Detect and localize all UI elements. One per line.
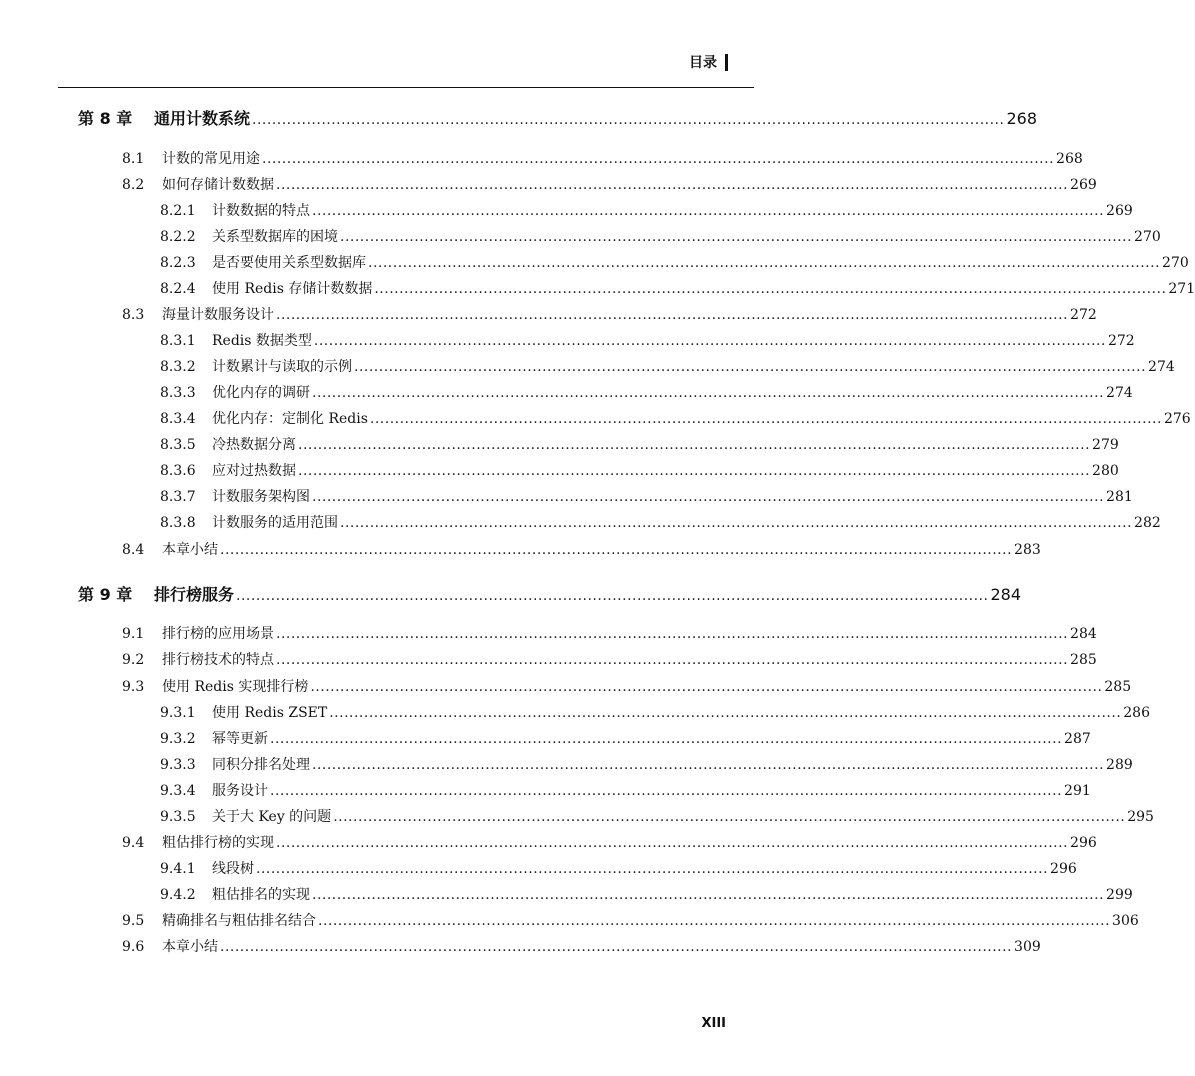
- dot-leader: ................................................................................................................................................................: [374, 281, 1167, 297]
- running-header: [689, 52, 728, 72]
- entry-title: 计数数据的特点: [212, 203, 310, 219]
- dot-leader: ................................................................................................................................................................: [276, 652, 1069, 668]
- entry-page: 283: [1014, 542, 1041, 558]
- entry-page: 306: [1112, 913, 1139, 929]
- entry-number: 9.3.2: [160, 731, 196, 747]
- dot-leader: ................................................................................................................................................................: [220, 542, 1013, 558]
- entry-page: 272: [1107, 333, 1135, 349]
- entry-page: 296: [1070, 835, 1097, 851]
- entry-page: 268: [1056, 151, 1083, 167]
- toc-entry[interactable]: [160, 382, 1133, 402]
- toc-entry[interactable]: [160, 330, 1135, 350]
- entry-number: 8.4: [122, 542, 145, 558]
- entry-page: 269: [1070, 177, 1097, 193]
- toc-entry[interactable]: [122, 174, 1097, 194]
- entry-number: 9.3.5: [160, 809, 196, 825]
- dot-leader: ................................................................................................................................................................: [368, 255, 1161, 271]
- entry-number: 9.3.1: [160, 705, 196, 721]
- entry-number: 8.3.4: [160, 411, 196, 427]
- entry-title: 应对过热数据: [212, 463, 296, 479]
- entry-page: 274: [1106, 385, 1133, 401]
- entry-page: 309: [1014, 939, 1041, 955]
- dot-leader: ........................................................................................................................................................: [236, 588, 989, 604]
- entry-title: 如何存储计数数据: [162, 177, 274, 193]
- dot-leader: ................................................................................................................................................................: [276, 177, 1069, 193]
- entry-number: 9.3: [122, 679, 145, 695]
- toc-entry[interactable]: [160, 434, 1119, 454]
- dot-leader: ................................................................................................................................................................: [340, 515, 1133, 531]
- entry-title: 海量计数服务设计: [162, 307, 274, 323]
- toc-entry[interactable]: [160, 512, 1161, 532]
- entry-title: 同积分排名处理: [212, 757, 310, 773]
- toc-entry[interactable]: [160, 884, 1133, 904]
- entry-number: 8.3: [122, 307, 145, 323]
- entry-title: Redis 数据类型: [212, 333, 312, 349]
- dot-leader: ................................................................................................................................................................: [340, 229, 1133, 245]
- toc-entry[interactable]: [160, 252, 1189, 272]
- entry-title: 计数服务架构图: [212, 489, 310, 505]
- toc-entry[interactable]: [160, 226, 1161, 246]
- toc-entry[interactable]: [160, 200, 1133, 220]
- entry-title: 使用 Redis ZSET: [212, 705, 328, 721]
- dot-leader: ................................................................................................................................................................: [270, 731, 1063, 747]
- toc-entry[interactable]: [122, 676, 1132, 696]
- dot-leader: ................................................................................................................................................................: [270, 783, 1063, 799]
- entry-title: 线段树: [212, 861, 254, 877]
- entry-title: 本章小结: [162, 542, 218, 558]
- dot-leader: ................................................................................................................................................................: [276, 626, 1069, 642]
- header-title: 目录: [689, 55, 717, 71]
- toc-entry[interactable]: [160, 460, 1119, 480]
- dot-leader: ........................................................................................................................................................: [252, 112, 1005, 128]
- toc-chapter-9[interactable]: [78, 582, 1021, 605]
- chapter-title: 通用计数系统: [154, 109, 251, 128]
- entry-title: 优化内存：定制化 Redis: [212, 411, 368, 427]
- entry-page: 285: [1070, 652, 1097, 668]
- entry-number: 9.4.1: [160, 861, 196, 877]
- header-rule: [58, 87, 754, 88]
- entry-page: 296: [1050, 861, 1077, 877]
- dot-leader: ................................................................................................................................................................: [312, 203, 1105, 219]
- chapter-label: 第 8 章: [78, 109, 133, 128]
- toc-entry[interactable]: [160, 728, 1091, 748]
- toc-entry[interactable]: [160, 858, 1077, 878]
- entry-number: 9.4: [122, 835, 145, 851]
- dot-leader: ................................................................................................................................................................: [312, 489, 1105, 505]
- dot-leader: ................................................................................................................................................................: [262, 151, 1055, 167]
- entry-title: 计数的常见用途: [162, 151, 260, 167]
- entry-title: 是否要使用关系型数据库: [212, 255, 366, 271]
- entry-page: 284: [1070, 626, 1097, 642]
- header-bar: [725, 54, 728, 71]
- entry-number: 8.1: [122, 151, 145, 167]
- entry-number: 9.1: [122, 626, 145, 642]
- toc-entry[interactable]: [122, 649, 1097, 669]
- dot-leader: ................................................................................................................................................................: [298, 463, 1091, 479]
- entry-number: 8.3.2: [160, 359, 196, 375]
- entry-page: 276: [1163, 411, 1191, 427]
- entry-number: 8.2.1: [160, 203, 196, 219]
- dot-leader: ................................................................................................................................................................: [312, 757, 1105, 773]
- entry-title: 粗估排行榜的实现: [162, 835, 274, 851]
- dot-leader: ................................................................................................................................................................: [256, 861, 1049, 877]
- entry-page: 289: [1106, 757, 1133, 773]
- entry-title: 排行榜的应用场景: [162, 626, 274, 642]
- entry-number: 9.2: [122, 652, 145, 668]
- dot-leader: ................................................................................................................................................................: [276, 307, 1069, 323]
- toc-entry[interactable]: [122, 304, 1097, 324]
- entry-page: 274: [1148, 359, 1175, 375]
- entry-title: 计数累计与读取的示例: [212, 359, 352, 375]
- entry-number: 8.3.7: [160, 489, 196, 505]
- entry-title: 本章小结: [162, 939, 218, 955]
- chapter-page: 284: [990, 585, 1021, 604]
- entry-page: 270: [1134, 229, 1161, 245]
- entry-title: 计数服务的适用范围: [212, 515, 338, 531]
- entry-title: 使用 Redis 实现排行榜: [162, 679, 309, 695]
- entry-page: 271: [1168, 281, 1195, 297]
- entry-title: 优化内存的调研: [212, 385, 310, 401]
- entry-page: 299: [1106, 887, 1133, 903]
- toc-entry[interactable]: [160, 702, 1150, 722]
- toc-entry[interactable]: [122, 832, 1097, 852]
- entry-number: 9.4.2: [160, 887, 196, 903]
- chapter-page: 268: [1006, 109, 1037, 128]
- entry-page: 280: [1092, 463, 1119, 479]
- entry-title: 服务设计: [212, 783, 268, 799]
- entry-number: 8.3.6: [160, 463, 196, 479]
- entry-page: 272: [1070, 307, 1097, 323]
- entry-page: 269: [1106, 203, 1133, 219]
- dot-leader: ................................................................................................................................................................: [220, 939, 1013, 955]
- entry-page: 286: [1123, 705, 1150, 721]
- entry-number: 8.2.4: [160, 281, 196, 297]
- entry-number: 8.2.2: [160, 229, 196, 245]
- toc-entry[interactable]: [160, 278, 1195, 298]
- entry-title: 关于大 Key 的问题: [212, 809, 332, 825]
- entry-page: 279: [1092, 437, 1119, 453]
- toc-entry[interactable]: [160, 780, 1091, 800]
- entry-page: 281: [1106, 489, 1133, 505]
- page-number: XIII: [701, 1016, 726, 1031]
- toc-entry[interactable]: [160, 408, 1191, 428]
- entry-title: 排行榜技术的特点: [162, 652, 274, 668]
- entry-number: 8.3.5: [160, 437, 196, 453]
- chapter-title: 排行榜服务: [154, 585, 235, 604]
- dot-leader: ................................................................................................................................................................: [318, 913, 1111, 929]
- entry-title: 粗估排名的实现: [212, 887, 310, 903]
- toc-entry[interactable]: [160, 754, 1133, 774]
- entry-page: 285: [1104, 679, 1132, 695]
- toc-entry[interactable]: [160, 806, 1154, 826]
- entry-number: 8.2.3: [160, 255, 196, 271]
- dot-leader: ................................................................................................................................................................: [312, 887, 1105, 903]
- chapter-label: 第 9 章: [78, 585, 133, 604]
- entry-number: 9.3.4: [160, 783, 196, 799]
- entry-number: 8.3.1: [160, 333, 196, 349]
- entry-title: 幂等更新: [212, 731, 268, 747]
- dot-leader: ................................................................................................................................................................: [276, 835, 1069, 851]
- entry-title: 精确排名与粗估排名结合: [162, 913, 316, 929]
- entry-page: 282: [1134, 515, 1161, 531]
- entry-number: 8.3.3: [160, 385, 196, 401]
- dot-leader: ................................................................................................................................................................: [333, 809, 1126, 825]
- entry-page: 291: [1064, 783, 1091, 799]
- entry-page: 287: [1064, 731, 1091, 747]
- entry-number: 9.6: [122, 939, 145, 955]
- entry-title: 使用 Redis 存储计数数据: [212, 281, 373, 297]
- dot-leader: ................................................................................................................................................................: [298, 437, 1091, 453]
- toc-entry[interactable]: [122, 936, 1041, 956]
- dot-leader: ................................................................................................................................................................: [312, 385, 1105, 401]
- dot-leader: ................................................................................................................................................................: [313, 333, 1106, 349]
- dot-leader: ................................................................................................................................................................: [369, 411, 1162, 427]
- dot-leader: ................................................................................................................................................................: [354, 359, 1147, 375]
- entry-page: 295: [1127, 809, 1154, 825]
- toc-entry[interactable]: [160, 356, 1175, 376]
- entry-title: 关系型数据库的困境: [212, 229, 338, 245]
- toc-entry[interactable]: [122, 148, 1083, 168]
- toc-entry[interactable]: [122, 539, 1041, 559]
- toc-entry[interactable]: [122, 910, 1139, 930]
- dot-leader: ................................................................................................................................................................: [310, 679, 1103, 695]
- entry-page: 270: [1162, 255, 1189, 271]
- dot-leader: ................................................................................................................................................................: [329, 705, 1122, 721]
- entry-number: 9.5: [122, 913, 145, 929]
- toc-entry[interactable]: [122, 623, 1097, 643]
- entry-number: 9.3.3: [160, 757, 196, 773]
- toc-entry[interactable]: [160, 486, 1133, 506]
- entry-number: 8.2: [122, 177, 145, 193]
- toc-chapter-8[interactable]: [78, 106, 1037, 129]
- entry-title: 冷热数据分离: [212, 437, 296, 453]
- entry-number: 8.3.8: [160, 515, 196, 531]
